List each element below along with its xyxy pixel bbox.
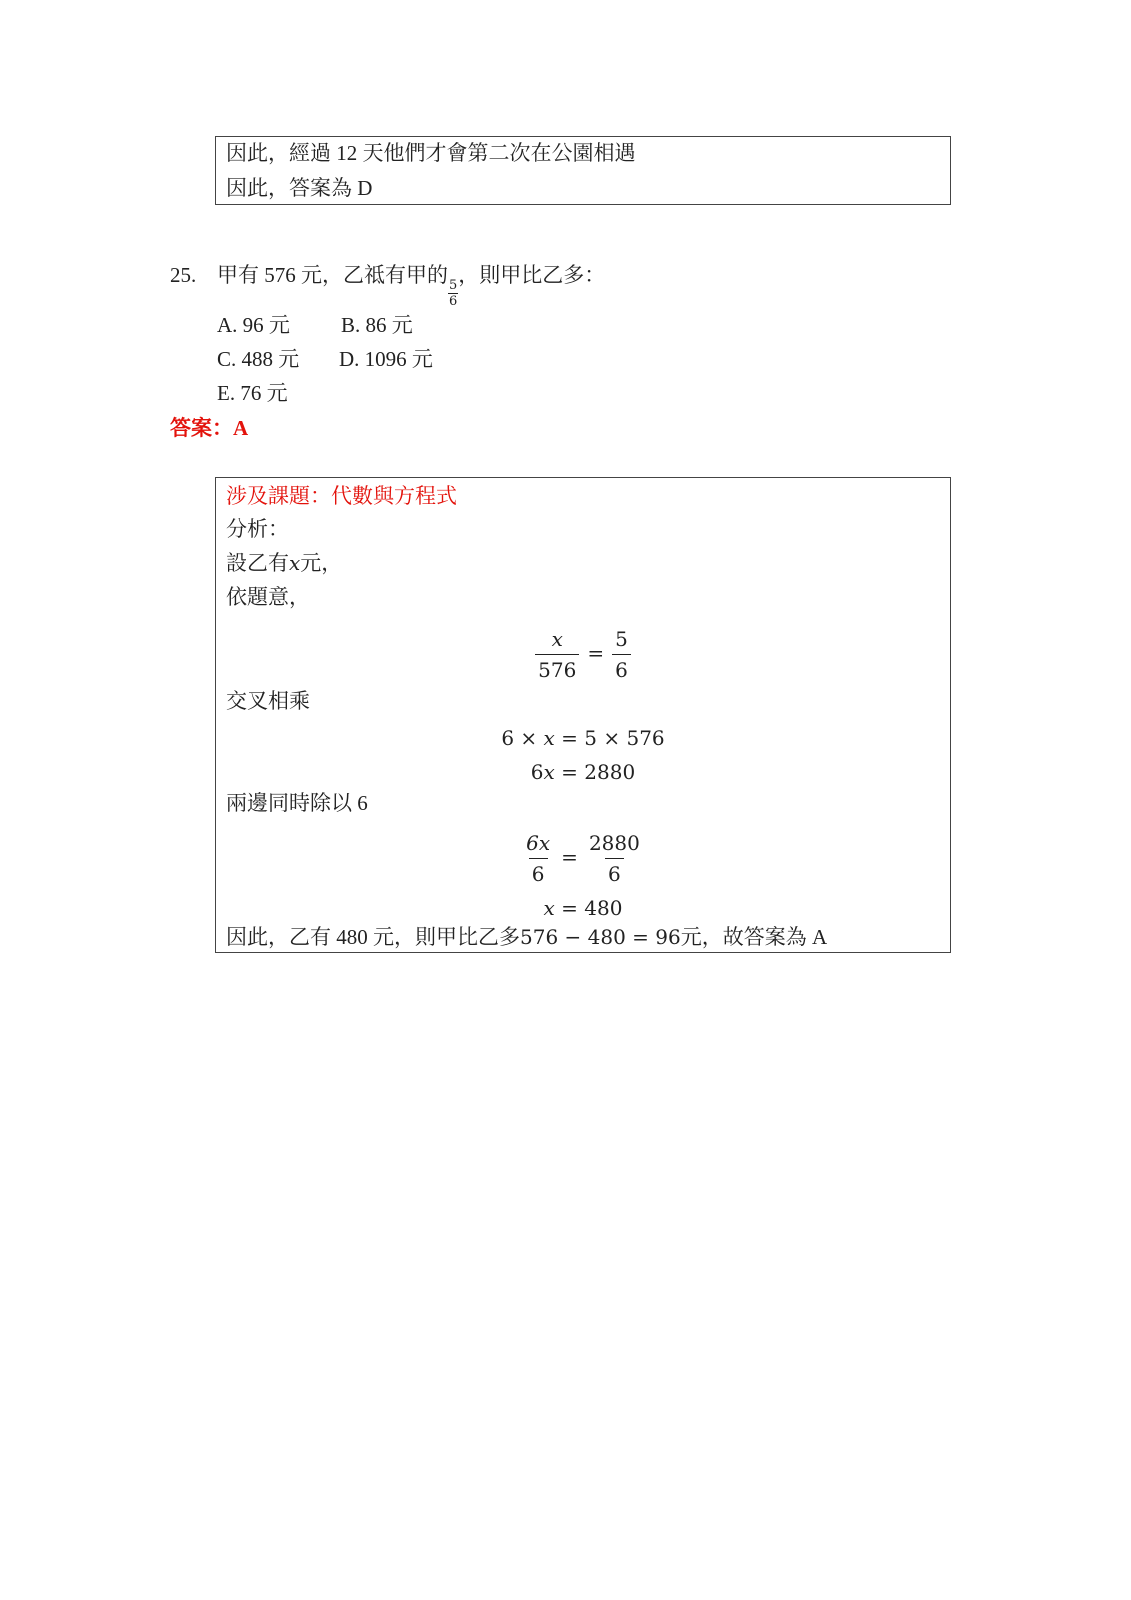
equation-result — [215, 896, 951, 920]
question-text — [217, 265, 605, 308]
equation-result-variable: x — [543, 896, 555, 920]
let-statement — [226, 553, 342, 574]
equation-divide-equals: = — [561, 845, 578, 869]
previous-solution-line-1: 因此，經過 12 天他們才會第二次在公園相遇 — [226, 141, 636, 165]
previous-solution-line-2: 因此，答案為 D — [226, 176, 373, 200]
equation-simplified-a: 6 — [530, 760, 544, 784]
conclusion-text — [226, 927, 827, 948]
option-b: B. 86 元 — [341, 313, 413, 337]
question-fraction — [448, 279, 458, 308]
let-text-after: 元， — [300, 551, 343, 575]
option-c: C. 488 元 — [217, 347, 300, 371]
conclusion-text-after: 元，故答案為 A — [680, 925, 828, 949]
topic-heading: 涉及課題：代數與方程式 — [226, 484, 457, 508]
equation-divide-rhs-denominator: 6 — [605, 858, 624, 886]
question-fraction-numerator: 5 — [449, 278, 458, 294]
cross-multiply-text: 交叉相乘 — [226, 689, 310, 713]
equation-proportion-lhs — [535, 627, 579, 682]
equation-divide-lhs — [523, 831, 553, 886]
equation-proportion-rhs-numerator: 5 — [615, 627, 628, 651]
question-text-after: ，則甲比乙多： — [458, 263, 606, 287]
equation-divide — [215, 831, 951, 886]
question-number: 25. — [170, 263, 197, 287]
equation-proportion — [215, 627, 951, 682]
equation-proportion-lhs-denominator: 576 — [535, 654, 579, 682]
equation-simplified — [215, 760, 951, 784]
answer-label: 答案：A — [170, 416, 249, 440]
question-fraction-denominator: 6 — [449, 294, 458, 310]
equation-result-b: = 480 — [554, 896, 623, 920]
equation-simplified-b: = 2880 — [554, 760, 636, 784]
option-d: D. 1096 元 — [339, 347, 433, 371]
equation-divide-lhs-denominator: 6 — [529, 858, 548, 886]
equation-cross-multiply-a: 6 × — [501, 726, 544, 750]
equation-simplified-variable: x — [543, 760, 555, 784]
equation-proportion-rhs — [612, 627, 631, 682]
equation-divide-rhs-numerator: 2880 — [588, 831, 640, 855]
divide-text: 兩邊同時除以 6 — [226, 791, 368, 815]
by-question-text: 依題意， — [226, 585, 310, 609]
let-variable: x — [289, 551, 301, 575]
equation-cross-multiply-b: = 5 × 576 — [554, 726, 665, 750]
equation-proportion-rhs-denominator: 6 — [612, 654, 631, 682]
equation-divide-rhs — [586, 831, 643, 886]
equation-proportion-equals: = — [587, 641, 605, 665]
option-e: E. 76 元 — [217, 381, 288, 405]
conclusion-text-before: 因此，乙有 480 元，則甲比乙多 — [226, 925, 520, 949]
let-text-before: 設乙有 — [226, 551, 289, 575]
equation-cross-multiply-variable: x — [543, 726, 555, 750]
equation-divide-lhs-numerator: 6x — [526, 831, 551, 855]
analysis-label: 分析： — [226, 517, 289, 541]
equation-cross-multiply — [215, 726, 951, 750]
option-a: A. 96 元 — [217, 313, 290, 337]
conclusion-math: 576 − 480 = 96 — [520, 925, 681, 949]
equation-proportion-lhs-numerator: x — [551, 627, 563, 651]
question-text-before: 甲有 576 元，乙祗有甲的 — [217, 263, 448, 287]
